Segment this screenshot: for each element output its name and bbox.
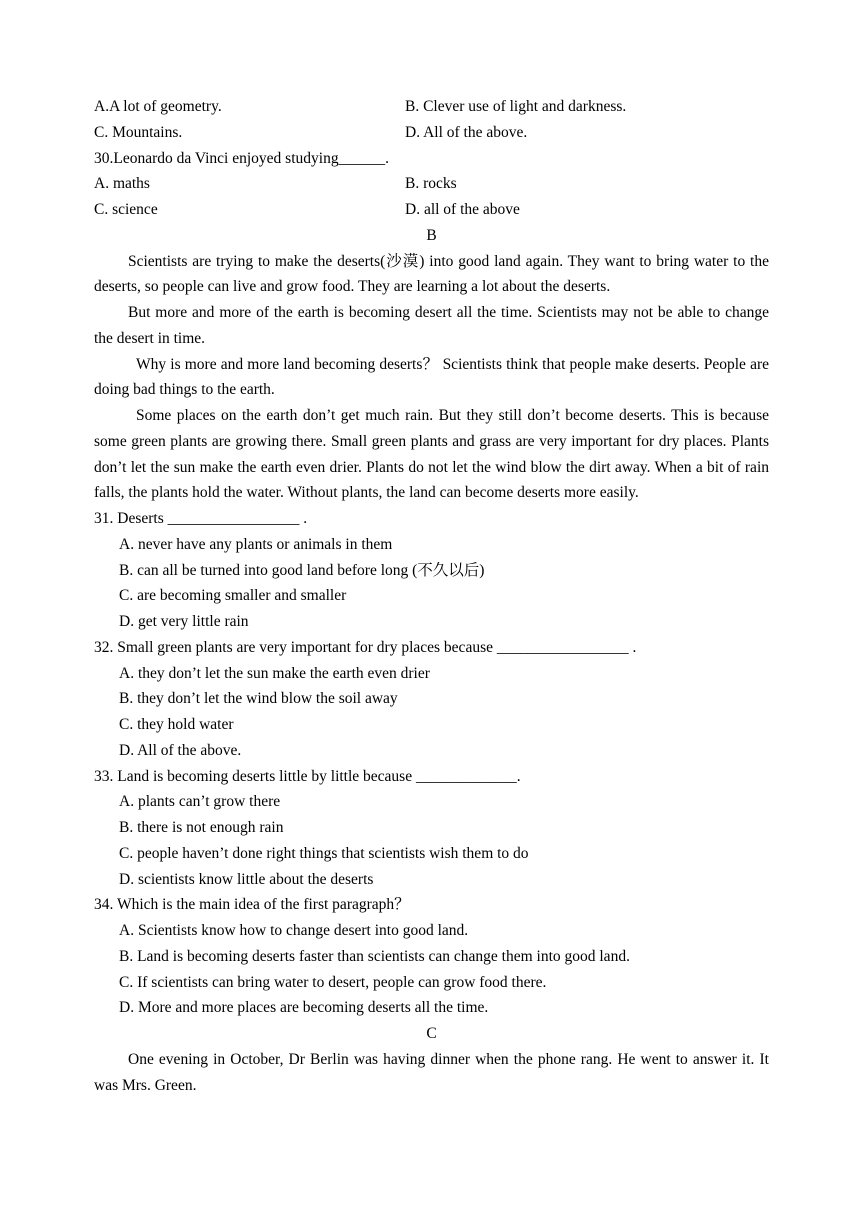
q31-option-d: D. get very little rain [119, 613, 249, 630]
q29-option-a: A.A lot of geometry. [94, 98, 222, 115]
section-b-paragraph-3: Why is more and more land becoming deserts？ Scientists think that people make deserts. People are doing bad things to the earth. [94, 355, 769, 399]
q30-option-b: B. rocks [405, 175, 457, 193]
q31-option-c: C. are becoming smaller and smaller [119, 587, 347, 605]
q31-stem: 31. Deserts _________________ . [94, 510, 308, 527]
section-c-heading: C [426, 1025, 437, 1042]
q31-option-b: B. can all be turned into good land before long (不久以后) [119, 561, 485, 579]
q33-option-b: B. there is not enough rain [119, 819, 284, 836]
q32-option-b: B. they don’t let the wind blow the soil away [119, 690, 398, 708]
q32-option-d: D. All of the above. [119, 741, 242, 759]
q29-option-c: C. Mountains. [94, 123, 183, 141]
q31-option-a: A. never have any plants or animals in them [119, 535, 393, 553]
section-b-paragraph-2: But more and more of the earth is becoming desert all the time. Scientists may not be able to change the desert in time. [94, 304, 769, 347]
q29-option-d: D. All of the above. [405, 123, 528, 141]
section-b-paragraph-4: Some places on the earth don’t get much rain. But they still don’t become deserts. This is because some green plants are growing there. Small green plants and grass are very important for dry places. Plants don’t let the sun make the earth even drier. Plants do not let the wind blow the dirt away. When a bit of rain falls, the plants hold the water. Without plants, the land can become deserts more easily. [94, 407, 769, 502]
q29-option-b: B. Clever use of light and darkness. [405, 98, 627, 115]
q33-stem: 33. Land is becoming deserts little by little because _____________. [94, 767, 521, 785]
q30-stem: 30.Leonardo da Vinci enjoyed studying______. [94, 149, 389, 167]
q30-option-c: C. science [94, 201, 158, 218]
q29-options-row-1 [94, 94, 769, 120]
q34-option-c: C. If scientists can bring water to desert, people can grow food there. [119, 973, 547, 991]
section-c-paragraph-1: One evening in October, Dr Berlin was having dinner when the phone rang. He went to answer it. It was Mrs. Green. [94, 1050, 769, 1094]
q32-stem: 32. Small green plants are very important for dry places because _________________ . [94, 638, 637, 656]
q34-stem: 34. Which is the main idea of the first paragraph？ [94, 896, 410, 914]
q34-option-d: D. More and more places are becoming deserts all the time. [119, 999, 489, 1017]
q34-option-a: A. Scientists know how to change desert into good land. [119, 922, 469, 939]
q30-option-a: A. maths [94, 175, 150, 193]
q34-option-b: B. Land is becoming deserts faster than scientists can change them into good land. [119, 947, 630, 965]
section-b-heading: B [426, 226, 437, 244]
q33-option-a: A. plants can’t grow there [119, 793, 281, 811]
q32-option-a: A. they don’t let the sun make the earth even drier [119, 664, 430, 682]
q29-options-row-2 [94, 120, 769, 146]
q30-options-row-2 [94, 197, 769, 223]
q33-option-c: C. people haven’t done right things that scientists wish them to do [119, 844, 529, 862]
q33-option-d: D. scientists know little about the deserts [119, 870, 374, 888]
q30-option-d: D. all of the above [405, 201, 520, 218]
page-content [94, 94, 769, 1098]
q30-options-row-1 [94, 171, 769, 197]
section-b-paragraph-1: Scientists are trying to make the deserts(沙漠) into good land again. They want to bring water to the deserts, so people can live and grow food. They are learning a lot about the deserts. [94, 252, 769, 296]
q32-option-c: C. they hold water [119, 716, 234, 733]
